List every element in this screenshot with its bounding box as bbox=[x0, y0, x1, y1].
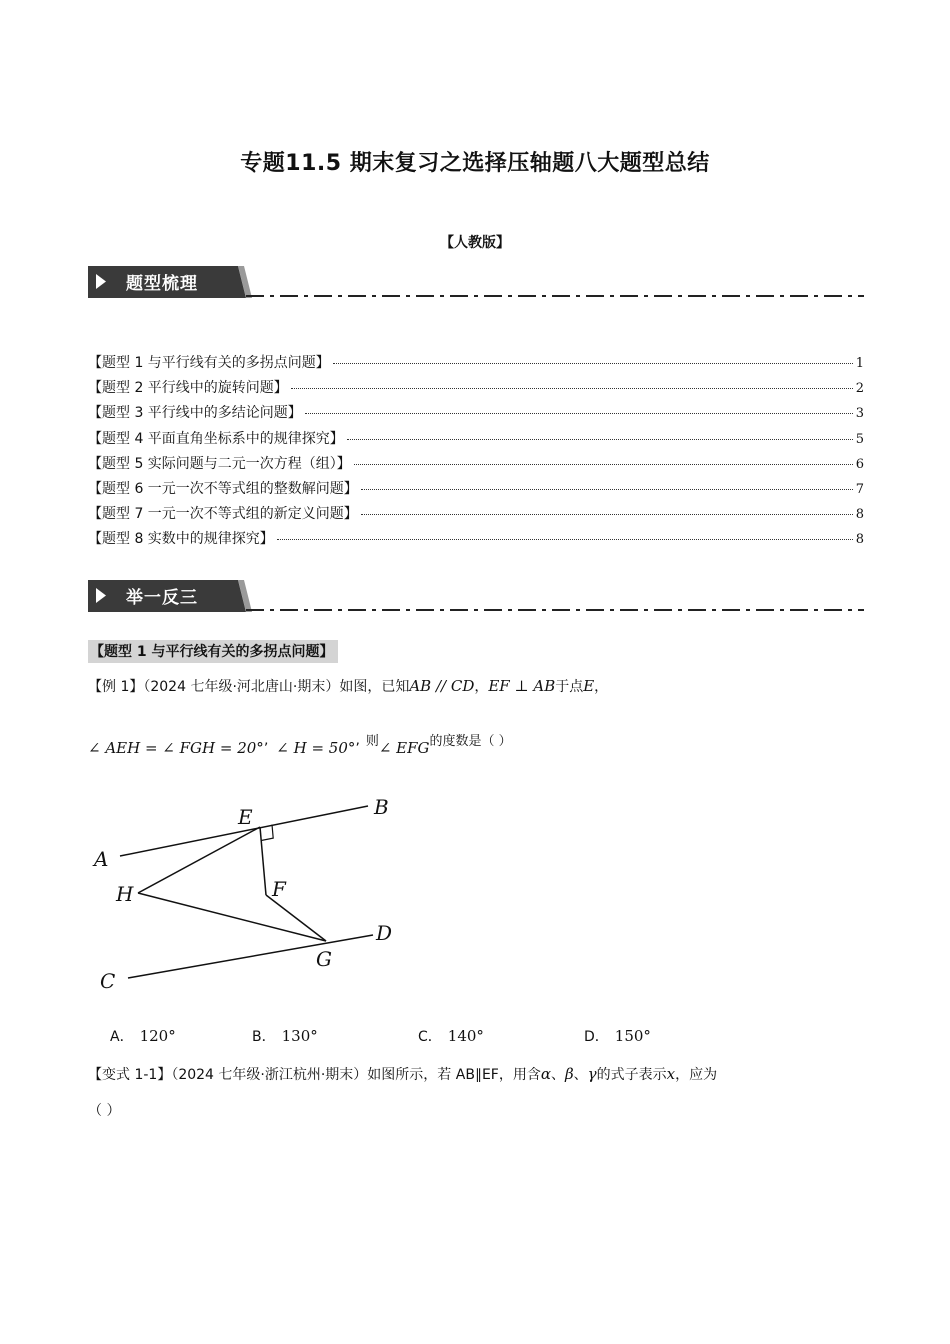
toc-label: 【题型 3 平行线中的多结论问题】 bbox=[88, 405, 302, 422]
option-a[interactable] bbox=[110, 1026, 176, 1046]
option-c[interactable] bbox=[418, 1026, 484, 1046]
math-x: x bbox=[666, 1065, 676, 1083]
label-h: H bbox=[116, 882, 134, 906]
toc-row[interactable] bbox=[88, 453, 864, 478]
toc-row[interactable] bbox=[88, 352, 864, 377]
variant-tag: 【变式 1-1】 bbox=[88, 1067, 172, 1083]
separator: 、 bbox=[573, 1067, 588, 1083]
toc-label: 【题型 8 实数中的规律探究】 bbox=[88, 531, 274, 548]
section-header-toc bbox=[88, 264, 864, 300]
label-b: B bbox=[374, 795, 389, 819]
variant-text-2: 的式子表示 bbox=[596, 1067, 667, 1083]
label-a: A bbox=[94, 847, 109, 871]
toc-row[interactable] bbox=[88, 528, 864, 553]
label-e: E bbox=[238, 805, 253, 829]
option-letter: C． bbox=[418, 1029, 442, 1045]
toc-leader-dots bbox=[291, 388, 853, 389]
toc-page-number: 6 bbox=[855, 456, 864, 472]
option-value: 150° bbox=[614, 1027, 651, 1045]
separator: 、 bbox=[550, 1067, 565, 1083]
toc-label: 【题型 6 一元一次不等式组的整数解问题】 bbox=[88, 480, 358, 497]
toc-label: 【题型 4 平面直角坐标系中的规律探究】 bbox=[88, 430, 344, 447]
section-header-examples bbox=[88, 578, 864, 614]
toc-page-number: 8 bbox=[855, 507, 864, 523]
example-line-2 bbox=[88, 734, 512, 757]
toc-row[interactable] bbox=[88, 503, 864, 528]
option-value: 130° bbox=[281, 1027, 318, 1045]
toc-row[interactable] bbox=[88, 402, 864, 427]
toc-leader-dots bbox=[305, 413, 853, 414]
page-title: 专题11.5 期末复习之选择压轴题八大题型总结 bbox=[240, 151, 710, 176]
example-line-1 bbox=[88, 676, 608, 696]
math-perpendicular: EF ⊥ AB bbox=[488, 677, 556, 695]
toc-row[interactable] bbox=[88, 428, 864, 453]
math-alpha: α bbox=[540, 1065, 551, 1083]
toc-page-number: 5 bbox=[855, 431, 864, 447]
label-f: F bbox=[272, 877, 286, 901]
option-value: 120° bbox=[139, 1027, 176, 1045]
toc-label: 【题型 5 实际问题与二元一次方程（组）】 bbox=[88, 455, 351, 472]
variant-line-1 bbox=[88, 1064, 717, 1084]
option-d[interactable] bbox=[584, 1026, 651, 1046]
math-angle-equation: ∠ AEH = ∠ FGH = 20° bbox=[88, 739, 264, 757]
type-heading: 【题型 1 与平行线有关的多拐点问题】 bbox=[88, 640, 338, 663]
segment-ef bbox=[260, 827, 266, 895]
variant-text: （2024 七年级·浙江杭州·期末）如图所示，若 AB∥EF，用含 bbox=[171, 1067, 541, 1083]
toc-leader-dots bbox=[333, 363, 853, 364]
question-tail: 的度数是（ ） bbox=[429, 734, 512, 749]
toc-row[interactable] bbox=[88, 377, 864, 402]
label-g: G bbox=[316, 947, 332, 971]
toc-page-number: 3 bbox=[855, 406, 864, 422]
geometry-figure bbox=[88, 790, 428, 1004]
separator: ， bbox=[474, 679, 489, 695]
toc-label: 【题型 7 一元一次不等式组的新定义问题】 bbox=[88, 506, 358, 523]
toc-leader-dots bbox=[354, 464, 853, 465]
option-letter: B． bbox=[252, 1029, 276, 1045]
math-point-e: E bbox=[583, 677, 595, 695]
separator: ’ bbox=[263, 741, 269, 757]
math-angle-h: ∠ H = 50° bbox=[276, 739, 356, 757]
toc-leader-dots bbox=[277, 539, 853, 540]
toc-page-number: 8 bbox=[855, 532, 864, 548]
toc-page-number: 2 bbox=[855, 381, 864, 397]
edition-label: 【人教版】 bbox=[440, 235, 510, 251]
section-label-examples: 举一反三 bbox=[126, 588, 198, 608]
example-tag: 【例 1】 bbox=[88, 679, 144, 695]
section-header-banner bbox=[88, 578, 864, 614]
option-letter: A． bbox=[110, 1029, 134, 1045]
answer-options bbox=[110, 1026, 810, 1050]
math-beta: β bbox=[564, 1065, 574, 1083]
toc-leader-dots bbox=[361, 489, 853, 490]
label-d: D bbox=[376, 921, 393, 945]
text-at-point: 于点 bbox=[555, 679, 584, 695]
example-source: （2024 七年级·河北唐山·期末）如图，已知 bbox=[143, 679, 410, 695]
toc-leader-dots bbox=[347, 439, 853, 440]
variant-text-3: ，应为 bbox=[675, 1067, 718, 1083]
math-parallel: AB // CD bbox=[409, 677, 475, 695]
option-letter: D． bbox=[584, 1029, 609, 1045]
option-b[interactable] bbox=[252, 1026, 318, 1046]
separator: ， bbox=[594, 679, 609, 695]
line-cd bbox=[128, 935, 373, 978]
text-then: 则 bbox=[365, 734, 379, 749]
toc-label: 【题型 1 与平行线有关的多拐点问题】 bbox=[88, 355, 330, 371]
segment-hg bbox=[138, 893, 326, 941]
toc-page-number: 7 bbox=[855, 481, 864, 497]
parallel-lines-diagram bbox=[88, 790, 428, 1000]
variant-answer-blank: （ ） bbox=[88, 1103, 121, 1119]
math-angle-efg: ∠ EFG bbox=[378, 739, 430, 757]
section-header-banner bbox=[88, 264, 864, 300]
toc-row[interactable] bbox=[88, 478, 864, 503]
toc-label: 【题型 2 平行线中的旋转问题】 bbox=[88, 380, 288, 397]
separator: ’ bbox=[355, 741, 360, 757]
toc-leader-dots bbox=[361, 514, 853, 515]
math-gamma: γ bbox=[587, 1065, 597, 1083]
table-of-contents bbox=[88, 352, 864, 554]
section-label-toc: 题型梳理 bbox=[126, 274, 198, 294]
option-value: 140° bbox=[447, 1027, 484, 1045]
segment-eh bbox=[138, 827, 260, 893]
label-c: C bbox=[100, 969, 116, 993]
toc-page-number: 1 bbox=[855, 356, 864, 371]
